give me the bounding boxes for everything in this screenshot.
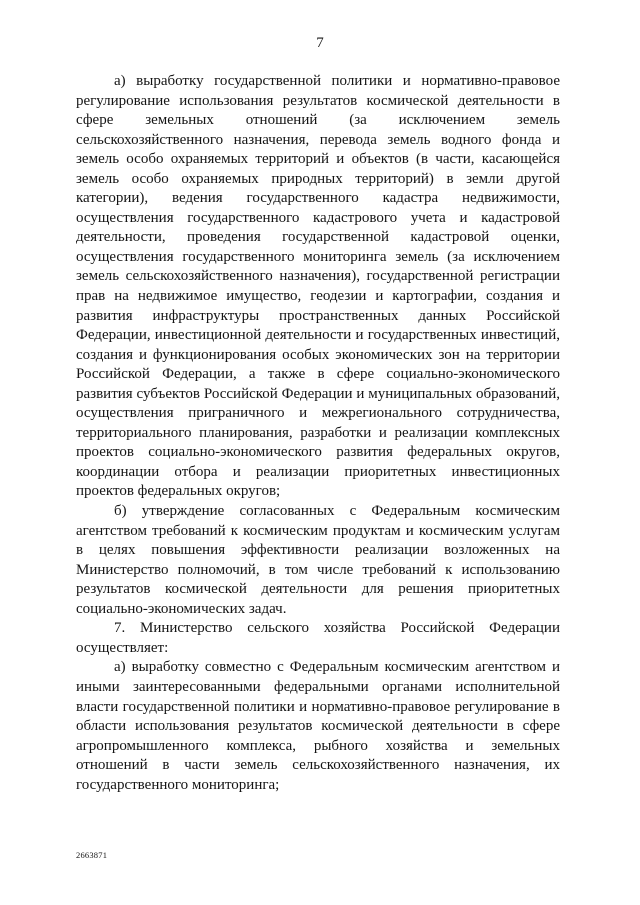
- document-body: [76, 72, 560, 795]
- document-id: 2663871: [76, 850, 108, 860]
- paragraph-7a: а) выработку совместно с Федеральным космическим агентством и иными заинтересованными федеральными органами исполнительной власти государственной политики и нормативно-правовое регулирование в области использования результатов космической деятельности в сфере агропромышленного комплекса, рыбного хозяйства и земельных отношений в части земель сельскохозяйственного назначения, их государственного мониторинга;: [76, 659, 560, 793]
- page-number: 7: [316, 35, 324, 51]
- paragraph-6b: б) утверждение согласованных с Федеральным космическим агентством требований к космическим продуктам и космическим услугам в целях повышения эффективности реализации возложенных на Министерство полномочий, в том числе требований к использованию результатов космической деятельности для решения приоритетных социально-экономических задач.: [76, 503, 560, 617]
- paragraph-7-heading: 7. Министерство сельского хозяйства Российской Федерации осуществляет:: [76, 620, 560, 656]
- paragraph-6a: а) выработку государственной политики и нормативно-правовое регулирование использования результатов космической деятельности в сфере земельных отношений (за исключением земель сельскохозяйственного назначения, перевода земель водного фонда и земель особо охраняемых территорий и объектов (в части, касающейся земель особо охраняемых природных территорий) в земли другой категории), ведения государственного кадастра недвижимости, осуществления государственного кадастрового учета и кадастровой деятельности, проведения государственной кадастровой оценки, осуществления государственного мониторинга земель (за исключением земель сельскохозяйственного назначения), государственной регистрации прав на недвижимое имущество, геодезии и картографии, создания и развития инфраструктуры пространственных данных Российской Федерации, инвестиционной деятельности и государственных инвестиций, создания и функционирования особых экономических зон на территории Российской Федерации, а также в сфере социально-экономического развития субъектов Российской Федерации и муниципальных образований, осуществления приграничного и межрегионального сотрудничества, территориального планирования, разработки и реализации комплексных проектов социально-экономического развития федеральных округов, координации отбора и реализации приоритетных инвестиционных проектов федеральных округов;: [76, 73, 560, 500]
